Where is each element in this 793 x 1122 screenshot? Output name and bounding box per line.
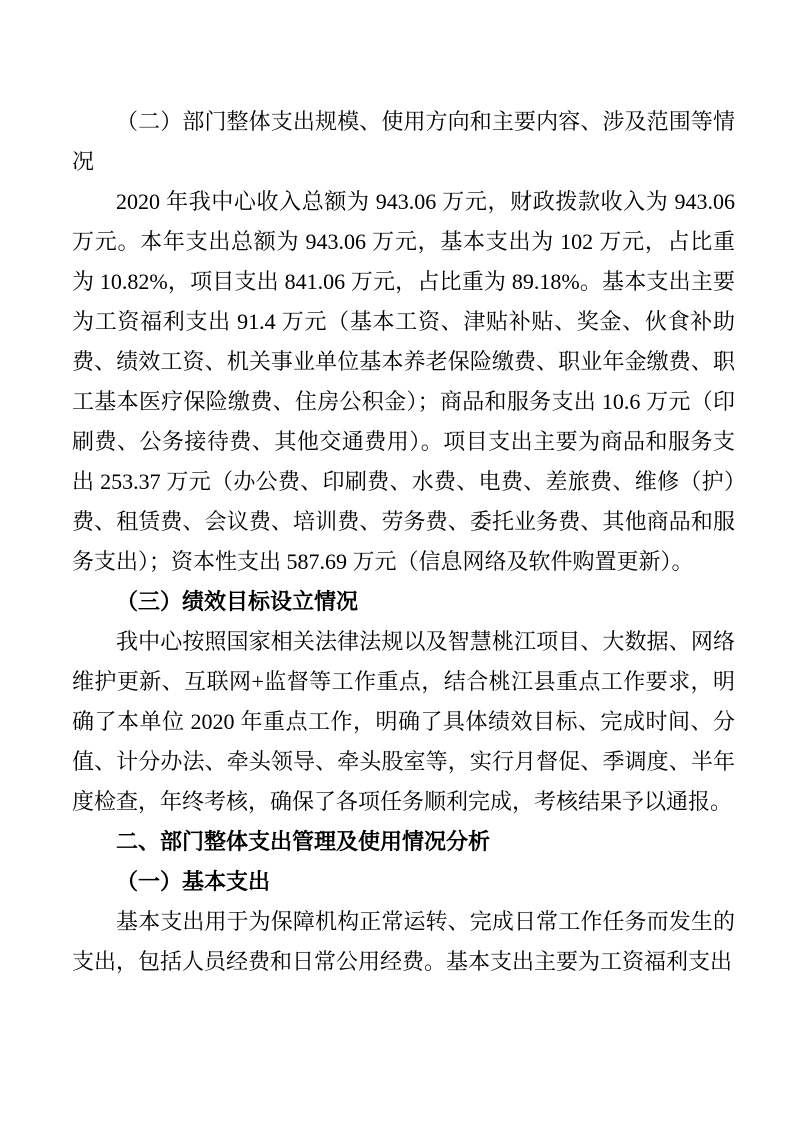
section-heading-performance-goals: （三）绩效目标设立情况	[116, 589, 359, 614]
chapter-heading-expenditure-analysis: 二、部门整体支出管理及使用情况分析	[116, 829, 491, 854]
subsection-heading-basic-expenditure: （一）基本支出	[116, 869, 271, 894]
section-heading-expenditure-scale: （二）部门整体支出规模、使用方向和主要内容、涉及范围等情况	[72, 109, 735, 174]
paragraph-expenditure-detail: 2020 年我中心收入总额为 943.06 万元，财政拨款收入为 943.06 万元。本年支出总额为 943.06 万元，基本支出为 102 万元，占比重为 10.82%，项目支出 841.06 万元，占比重为 89.18%。基本支出主要为工资福利支出 91.4 万元（基本工资、津贴补贴、奖金、伙食补助费、绩效工资、机关事业单位基本养老保险缴费、职业年金缴费、职工基本医疗保险缴费、住房公积金）；商品和服务支出 10.6 万元（印刷费、公务接待费、其他交通费用）。项目支出主要为商品和服务支出 253.37 万元（办公费、印刷费、水费、电费、差旅费、维修（护）费、租赁费、会议费、培训费、劳务费、委托业务费、其他商品和服务支出）；资本性支出 587.69 万元（信息网络及软件购置更新）。	[72, 189, 735, 574]
paragraph-basic-expenditure-intro: 基本支出用于为保障机构正常运转、完成日常工作任务而发生的支出，包括人员经费和日常公用经费。基本支出主要为工资福利支出	[72, 909, 735, 974]
paragraph-performance-goal-setup: 我中心按照国家相关法律法规以及智慧桃江项目、大数据、网络维护更新、互联网+监督等工作重点，结合桃江县重点工作要求，明确了本单位 2020 年重点工作，明确了具体绩效目标、完成时间、分值、计分办法、牵头领导、牵头股室等，实行月督促、季调度、半年度检查，年终考核，确保了各项任务顺利完成，考核结果予以通报。	[72, 629, 735, 814]
